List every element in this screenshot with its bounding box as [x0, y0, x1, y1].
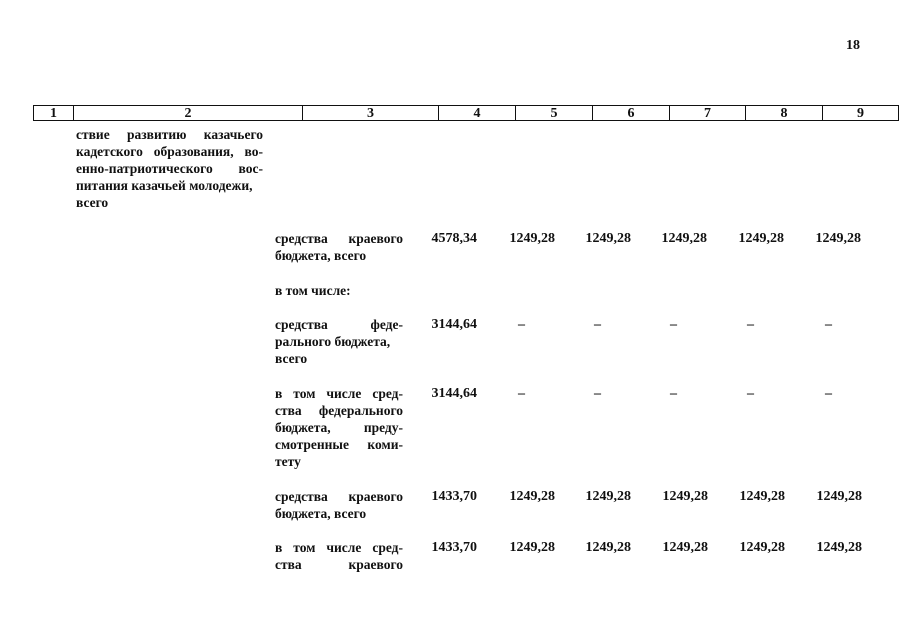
page-number: 18	[846, 38, 860, 53]
value-col-6: –	[594, 386, 601, 401]
measure-name-line: енно-патриотического вос-	[76, 161, 263, 176]
value-col-6: 1249,28	[585, 540, 631, 555]
value-col-5: 1249,28	[509, 540, 555, 555]
value-col-9: –	[825, 386, 832, 401]
header-col-6: 6	[592, 105, 669, 121]
measure-name-line: ствие развитию казачьего	[76, 127, 263, 142]
value-col-5: 1249,28	[509, 489, 555, 504]
value-col-8: –	[747, 386, 754, 401]
value-col-4: 1433,70	[431, 540, 477, 555]
value-col-5: –	[518, 317, 525, 332]
funding-source-label	[275, 539, 403, 573]
label-line: средства краевого	[275, 489, 403, 504]
label-line: средства краевого	[275, 231, 403, 246]
measure-name-line: питания казачьей молодежи,	[76, 178, 253, 193]
funding-source-label	[275, 488, 403, 522]
header-col-9: 9	[822, 105, 899, 121]
value-col-5: 1249,28	[509, 231, 555, 246]
value-col-9: 1249,28	[816, 540, 862, 555]
funding-source-label	[275, 230, 403, 264]
value-col-4: 3144,64	[431, 317, 477, 332]
value-col-5: –	[518, 386, 525, 401]
header-col-7: 7	[669, 105, 745, 121]
value-col-8: 1249,28	[738, 231, 784, 246]
funding-source-label	[275, 385, 403, 470]
header-col-5: 5	[515, 105, 592, 121]
value-col-9: 1249,28	[815, 231, 861, 246]
label-line: бюджета, всего	[275, 248, 367, 263]
measure-name-line: всего	[76, 195, 109, 210]
value-col-9: 1249,28	[816, 489, 862, 504]
value-col-6: 1249,28	[585, 489, 631, 504]
label-line: смотренные коми-	[275, 437, 403, 452]
header-col-2: 2	[73, 105, 302, 121]
value-col-7: 1249,28	[661, 231, 707, 246]
value-col-6: 1249,28	[585, 231, 631, 246]
value-col-4: 3144,64	[431, 386, 477, 401]
label-line: рального бюджета,	[275, 334, 391, 349]
label-line: бюджета, всего	[275, 506, 367, 521]
label-line: средства феде-	[275, 317, 403, 332]
value-col-7: –	[670, 386, 677, 401]
header-col-3: 3	[302, 105, 438, 121]
value-col-4: 1433,70	[431, 489, 477, 504]
value-col-7: –	[670, 317, 677, 332]
funding-source-label	[275, 316, 403, 367]
value-col-9: –	[825, 317, 832, 332]
subheading-label	[275, 282, 403, 299]
label-line: бюджета, преду-	[275, 420, 403, 435]
label-line: ства краевого	[275, 557, 403, 572]
value-col-8: 1249,28	[739, 489, 785, 504]
label-line: в том числе:	[275, 283, 351, 298]
label-line: в том числе сред-	[275, 386, 403, 401]
header-col-8: 8	[745, 105, 822, 121]
value-col-6: –	[594, 317, 601, 332]
value-col-4: 4578,34	[431, 231, 477, 246]
measure-name	[76, 126, 263, 211]
measure-name-line: кадетского образования, во-	[76, 144, 263, 159]
label-line: ства федерального	[275, 403, 403, 418]
label-line: тету	[275, 454, 301, 469]
header-col-4: 4	[438, 105, 515, 121]
header-col-1: 1	[33, 105, 73, 121]
value-col-8: –	[747, 317, 754, 332]
value-col-7: 1249,28	[662, 540, 708, 555]
value-col-8: 1249,28	[739, 540, 785, 555]
value-col-7: 1249,28	[662, 489, 708, 504]
label-line: в том числе сред-	[275, 540, 403, 555]
label-line: всего	[275, 351, 308, 366]
